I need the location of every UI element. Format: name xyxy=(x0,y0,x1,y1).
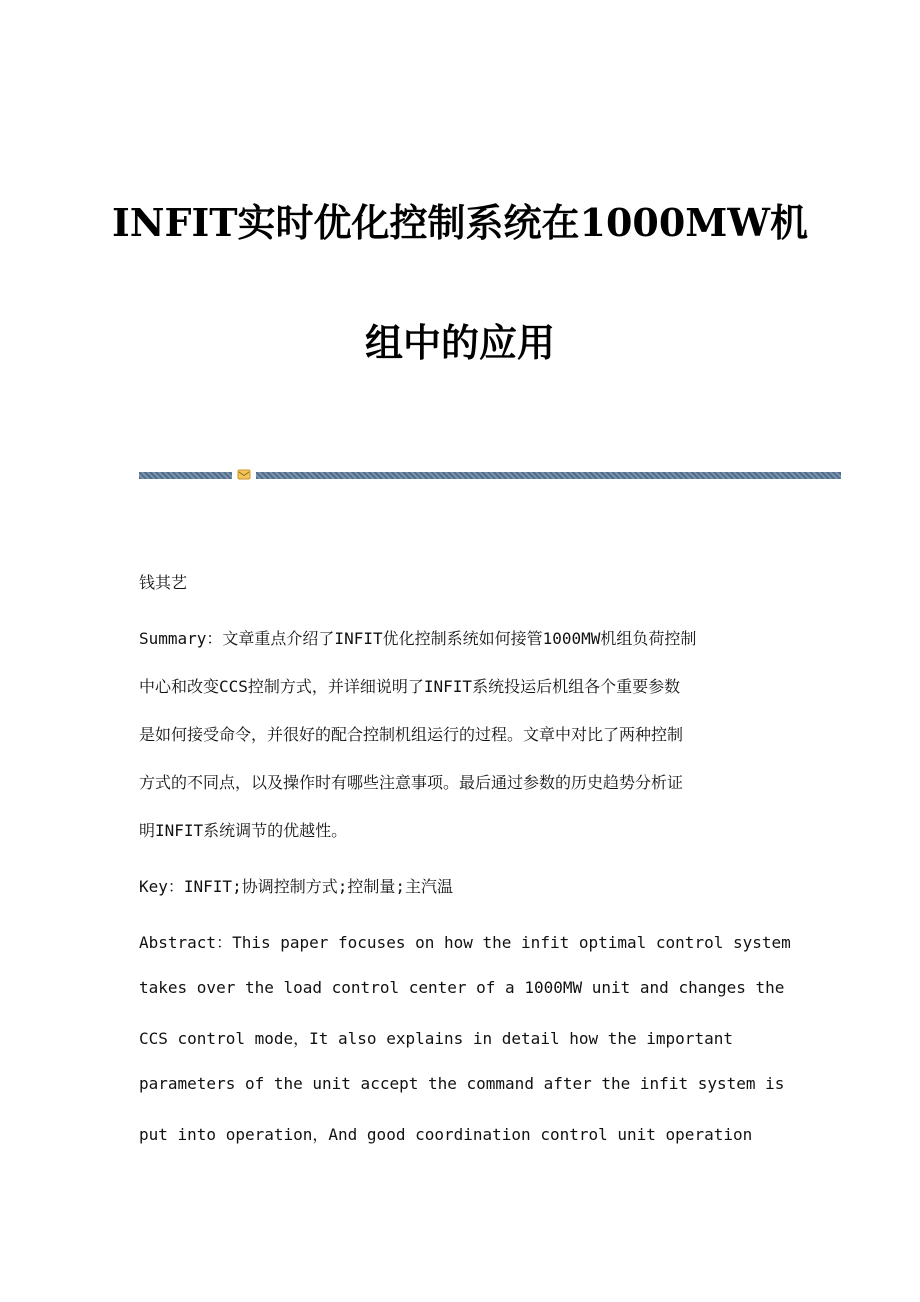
abstract-line: takes over the load control center of a 1000MW unit and changes the xyxy=(139,978,785,997)
abstract-line: CCS control mode，It also explains in detail how the important xyxy=(139,1029,733,1048)
abstract-line: Abstract：This paper focuses on how the infit optimal control system xyxy=(139,933,791,952)
summary-line: 是如何接受命令，并很好的配合控制机组运行的过程。文章中对比了两种控制 xyxy=(139,725,684,744)
title-line-1: INFIT实时优化控制系统在1000MW机 xyxy=(111,200,809,245)
abstract-line: put into operation，And good coordination control unit operation xyxy=(139,1125,753,1144)
abstract-line: parameters of the unit accept the command after the infit system is xyxy=(139,1074,785,1093)
summary-line: 方式的不同点，以及操作时有哪些注意事项。最后通过参数的历史趋势分析证 xyxy=(139,773,684,792)
keywords: Key：INFIT;协调控制方式;控制量;主汽温 xyxy=(139,877,453,896)
title-line-2: 组中的应用 xyxy=(364,320,555,365)
summary-line: 明INFIT系统调节的优越性。 xyxy=(139,821,348,840)
summary-line: Summary：文章重点介绍了INFIT优化控制系统如何接管1000MW机组负荷控制 xyxy=(139,629,697,648)
divider-bar-right xyxy=(256,472,841,479)
author: 钱其艺 xyxy=(139,573,188,592)
title-divider xyxy=(139,468,841,482)
divider-emblem-icon xyxy=(237,468,251,481)
divider-bar-left xyxy=(139,472,232,479)
summary-line: 中心和改变CCS控制方式，并详细说明了INFIT系统投运后机组各个重要参数 xyxy=(139,677,681,696)
